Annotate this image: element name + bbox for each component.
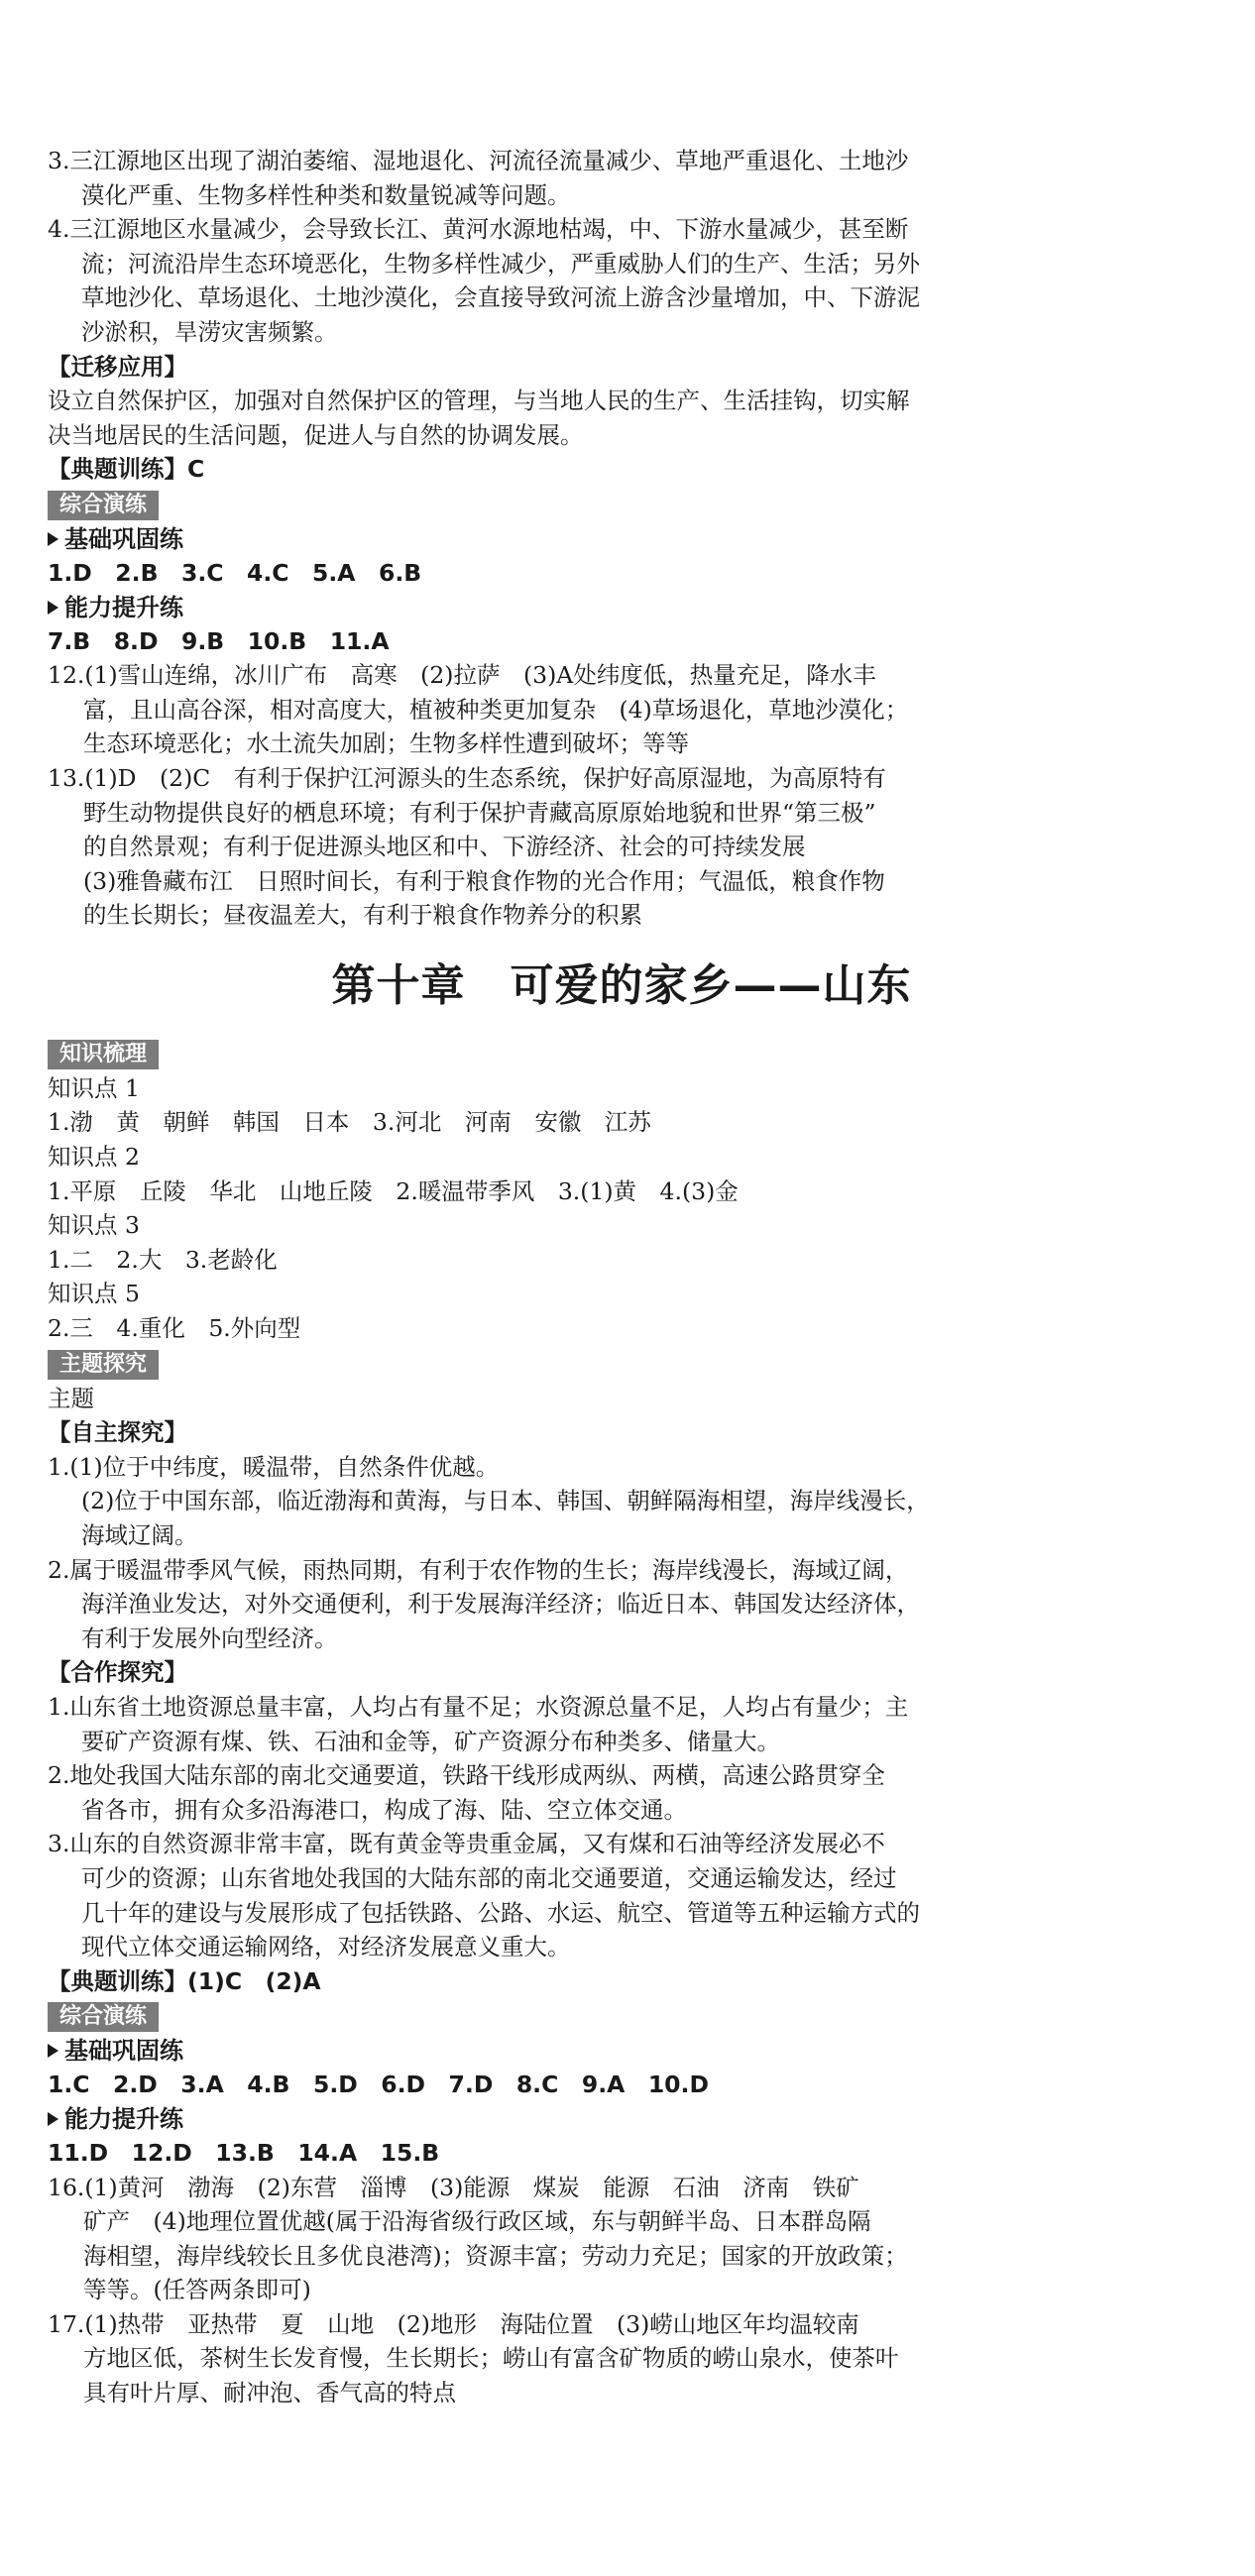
section-tag-practice: 综合演练 — [48, 2002, 159, 2032]
answer-line: 1.渤 黄 朝鲜 韩国 日本 3.河北 河南 安徽 江苏 — [48, 1108, 651, 1137]
self-explore-heading: 【自主探究】 — [48, 1418, 187, 1447]
triangle-icon — [48, 532, 58, 546]
answer-line: 11.D 12.D 13.B 14.A 15.B — [48, 2138, 440, 2167]
knowledge-point-label: 知识点 3 — [48, 1211, 140, 1240]
answer-line: 12.(1)雪山连绵，冰川广布 高寒 (2)拉萨 (3)A处纬度低，热量充足，降水丰 — [48, 661, 876, 690]
typical-training: 【典题训练】(1)C (2)A — [48, 1966, 321, 1995]
subsection-jichu — [48, 522, 1196, 556]
answer-line: 2.地处我国大陆东部的南北交通要道，铁路干线形成两纵、两横，高速公路贯穿全 — [48, 1761, 885, 1790]
answer-line: 草地沙化、草场退化、土地沙漠化，会直接导致河流上游含沙量增加，中、下游泥 — [81, 283, 920, 312]
subsection-nengli — [48, 591, 1196, 624]
answer-line: 2.属于暖温带季风气候，雨热同期，有利于农作物的生长；海岸线漫长，海域辽阔， — [48, 1555, 909, 1584]
answer-line: 16.(1)黄河 渤海 (2)东营 淄博 (3)能源 煤炭 能源 石油 济南 铁矿 — [48, 2173, 859, 2201]
triangle-icon — [48, 601, 58, 615]
answer-line: 省各市，拥有众多沿海港口，构成了海、陆、空立体交通。 — [81, 1795, 687, 1824]
theme-label: 主题 — [48, 1384, 94, 1412]
answer-line: 生态环境恶化；水土流失加剧；生物多样性遭到破坏；等等 — [83, 729, 689, 758]
migrate-heading: 【迁移应用】 — [48, 352, 187, 381]
subsection-label: 基础巩固练 — [64, 2037, 183, 2066]
typical-training: 【典题训练】C — [48, 455, 205, 484]
answer-line: 几十年的建设与发展形成了包括铁路、公路、水运、航空、管道等五种运输方式的 — [81, 1898, 920, 1927]
subsection-jichu — [48, 2034, 1196, 2068]
answer-line: 3.三江源地区出现了湖泊萎缩、湿地退化、河流径流量减少、草地严重退化、土地沙 — [48, 147, 909, 174]
answer-line: 沙淤积，旱涝灾害频繁。 — [81, 317, 338, 346]
coop-explore-heading: 【合作探究】 — [48, 1658, 187, 1687]
answer-line: 1.(1)位于中纬度，暖温带，自然条件优越。 — [48, 1452, 500, 1481]
answer-line: 决当地居民的生活问题，促进人与自然的协调发展。 — [48, 420, 584, 449]
answer-line: 的生长期长；昼夜温差大，有利于粮食作物养分的积累 — [83, 901, 642, 930]
section-tag-knowledge: 知识梳理 — [48, 1040, 159, 1069]
subsection-label: 能力提升练 — [64, 2104, 183, 2133]
subsection-nengli — [48, 2102, 1196, 2136]
knowledge-point-label: 知识点 2 — [48, 1143, 140, 1172]
knowledge-point-label: 知识点 5 — [48, 1280, 140, 1308]
answer-line: 海域辽阔。 — [81, 1521, 198, 1549]
answer-line: (2)位于中国东部，临近渤海和黄海，与日本、韩国、朝鲜隔海相望，海岸线漫长， — [81, 1487, 930, 1515]
answer-line: 流；河流沿岸生态环境恶化，生物多样性减少，严重威胁人们的生产、生活；另外 — [81, 249, 920, 278]
answer-line: 7.B 8.D 9.B 10.B 11.A — [48, 626, 390, 655]
answer-line: 17.(1)热带 亚热带 夏 山地 (2)地形 海陆位置 (3)崂山地区年均温较南 — [48, 2309, 859, 2338]
answer-line: 等等。(任答两条即可) — [83, 2276, 311, 2304]
answer-line: 方地区低，茶树生长发育慢，生长期长；崂山有富含矿物质的崂山泉水，使茶叶 — [83, 2344, 899, 2373]
answer-line: 有利于发展外向型经济。 — [81, 1624, 338, 1652]
answer-line: 的自然景观；有利于促进源头地区和中、下游经济、社会的可持续发展 — [83, 833, 806, 861]
answer-line: 1.平原 丘陵 华北 山地丘陵 2.暖温带季风 3.(1)黄 4.(3)金 — [48, 1176, 739, 1205]
subsection-label: 基础巩固练 — [64, 524, 183, 553]
answer-line: 3.山东的自然资源非常丰富，既有黄金等贵重金属，又有煤和石油等经济发展必不 — [48, 1830, 885, 1858]
answer-line: 海洋渔业发达，对外交通便利，利于发展海洋经济；临近日本、韩国发达经济体， — [81, 1590, 920, 1619]
answer-line: 具有叶片厚、耐冲泡、香气高的特点 — [83, 2379, 456, 2408]
section-tag-zonghe: 综合演练 — [48, 491, 159, 520]
answer-line: 富，且山高谷深，相对高度大，植被种类更加复杂 (4)草场退化，草地沙漠化； — [83, 695, 909, 724]
answer-line: (3)雅鲁藏布江 日照时间长，有利于粮食作物的光合作用；气温低，粮食作物 — [83, 866, 885, 895]
answer-line: 设立自然保护区，加强对自然保护区的管理，与当地人民的生产、生活挂钩，切实解 — [48, 387, 910, 415]
answer-line: 可少的资源；山东省地处我国的大陆东部的南北交通要道，交通运输发达，经过 — [81, 1863, 897, 1892]
chapter-title: 第十章 可爱的家乡——山东 — [331, 959, 912, 1011]
answer-line: 1.C 2.D 3.A 4.B 5.D 6.D 7.D 8.C 9.A 10.D — [48, 2071, 709, 2099]
triangle-icon — [48, 2112, 58, 2126]
answer-line: 漠化严重、生物多样性种类和数量锐减等问题。 — [81, 180, 571, 209]
section-tag-theme: 主题探究 — [48, 1350, 159, 1380]
triangle-icon — [48, 2044, 58, 2058]
answer-line: 海相望，海岸线较长且多优良港湾)；资源丰富；劳动力充足；国家的开放政策； — [83, 2241, 908, 2270]
answer-line: 1.D 2.B 3.C 4.C 5.A 6.B — [48, 558, 422, 587]
answer-line: 1.山东省土地资源总量丰富，人均占有量不足；水资源总量不足，人均占有量少；主 — [48, 1692, 909, 1721]
answer-line: 13.(1)D (2)C 有利于保护江河源头的生态系统，保护好高原湿地，为高原特有 — [48, 763, 886, 792]
answer-line: 野生动物提供良好的栖息环境；有利于保护青藏高原原始地貌和世界“第三极” — [83, 798, 876, 827]
answer-line: 现代立体交通运输网络，对经济发展意义重大。 — [81, 1933, 571, 1961]
answer-line: 2.三 4.重化 5.外向型 — [48, 1314, 301, 1343]
answer-line: 矿产 (4)地理位置优越(属于沿海省级行政区域，东与朝鲜半岛、日本群岛隔 — [83, 2207, 871, 2236]
answer-line: 1.二 2.大 3.老龄化 — [48, 1245, 278, 1274]
answer-line: 4.三江源地区水量减少，会导致长江、黄河水源地枯竭，中、下游水量减少，甚至断 — [48, 215, 909, 244]
knowledge-point-label: 知识点 1 — [48, 1073, 140, 1102]
subsection-label: 能力提升练 — [64, 593, 183, 621]
answer-line: 要矿产资源有煤、铁、石油和金等，矿产资源分布种类多、储量大。 — [81, 1727, 780, 1755]
